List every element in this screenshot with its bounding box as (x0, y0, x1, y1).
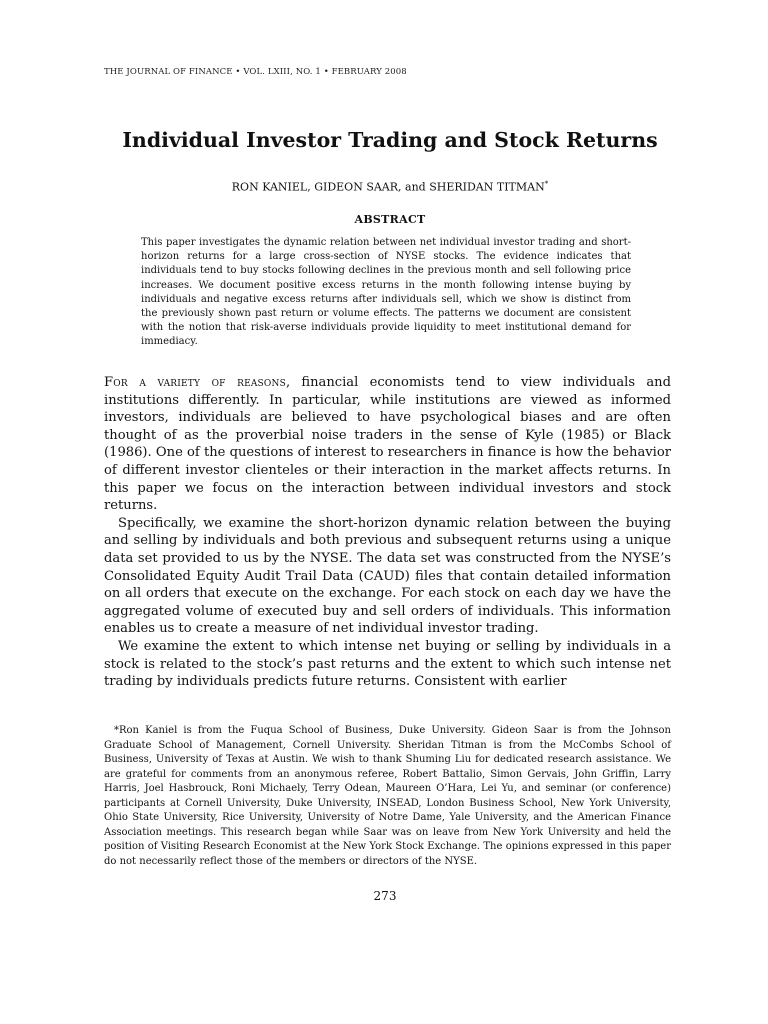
abstract-heading: ABSTRACT (354, 213, 426, 226)
body-paragraph-2: Specifically, we examine the short-horizon dynamic relation between the buying and selling by individuals and both previous and subsequent returns using a unique data set provided to us by the NYSE. The data set was constructed from the NYSE’s Consolidated Equity Audit Trail Data (CAUD) files that contain detailed information on all orders that execute on the exchange. For each stock on each day we have the aggregated volume of executed buy and sell orders of individuals. This information enables us to create a measure of net individual investor trading. (104, 515, 671, 637)
body-paragraph-1 (104, 374, 671, 515)
body-paragraph-3: We examine the extent to which intense net buying or selling by individuals in a stock is related to the stock’s past returns and the extent to which such intense net trading by individuals predicts future returns. Consistent with earlier (104, 638, 671, 690)
author-names: RON KANIEL, GIDEON SAAR, and SHERIDAN TITMAN (231, 180, 545, 194)
author-line (60, 180, 720, 194)
main-body (104, 374, 671, 691)
body-paragraph-1-text: , financial economists tend to view individuals and institutions differently. In particular, while institutions are viewed as informed investors, individuals are believed to have psychological biases and are often thought of as the proverbial noise traders in the sense of Kyle (1985) or Black (1986). One of the questions of interest to researchers in finance is how the behavior of different investor clienteles or their interaction in the market affects returns. In this paper we focus on the interaction between individual investors and stock returns. (104, 375, 671, 514)
author-footnote-mark: * (544, 180, 549, 188)
author-footnote: *Ron Kaniel is from the Fuqua School of Business, Duke University. Gideon Saar is from the Johnson Graduate School of Management, Cornell University. Sheridan Titman is from the McCombs School of Business, University of Texas at Austin. We wish to thank Shuming Liu for dedicated research assistance. We are grateful for comments from an anonymous referee, Robert Battalio, Simon Gervais, John Griffin, Larry Harris, Joel Hasbrouck, Roni Michaely, Terry Odean, Maureen O’Hara, Lei Yu, and seminar (or conference) participants at Cornell University, Duke University, INSEAD, London Business School, New York University, Ohio State University, Rice University, University of Notre Dame, Yale University, and the American Finance Association meetings. This research began while Saar was on leave from New York University and held the position of Visiting Research Economist at the New York Stock Exchange. The opinions expressed in this paper do not necessarily reflect those of the members or directors of the NYSE. (104, 725, 671, 867)
running-head: THE JOURNAL OF FINANCE • VOL. LXIII, NO. 1 • FEBRUARY 2008 (104, 67, 407, 77)
abstract-text: This paper investigates the dynamic relation between net individual investor trading and short-horizon returns for a large cross-section of NYSE stocks. The evidence indicates that individuals tend to buy stocks following declines in the previous month and sell following price increases. We document positive excess returns in the month following intense buying by individuals and negative excess returns after individuals sell, which we show is distinct from the previously shown past return or volume effects. The patterns we document are consistent with the notion that risk-averse individuals provide liquidity to meet institutional demand for immediacy. (141, 237, 631, 348)
paper-title: Individual Investor Trading and Stock Returns (122, 128, 658, 152)
page-number: 273 (373, 889, 397, 903)
lead-in-smallcaps: For a variety of reasons (104, 375, 286, 390)
